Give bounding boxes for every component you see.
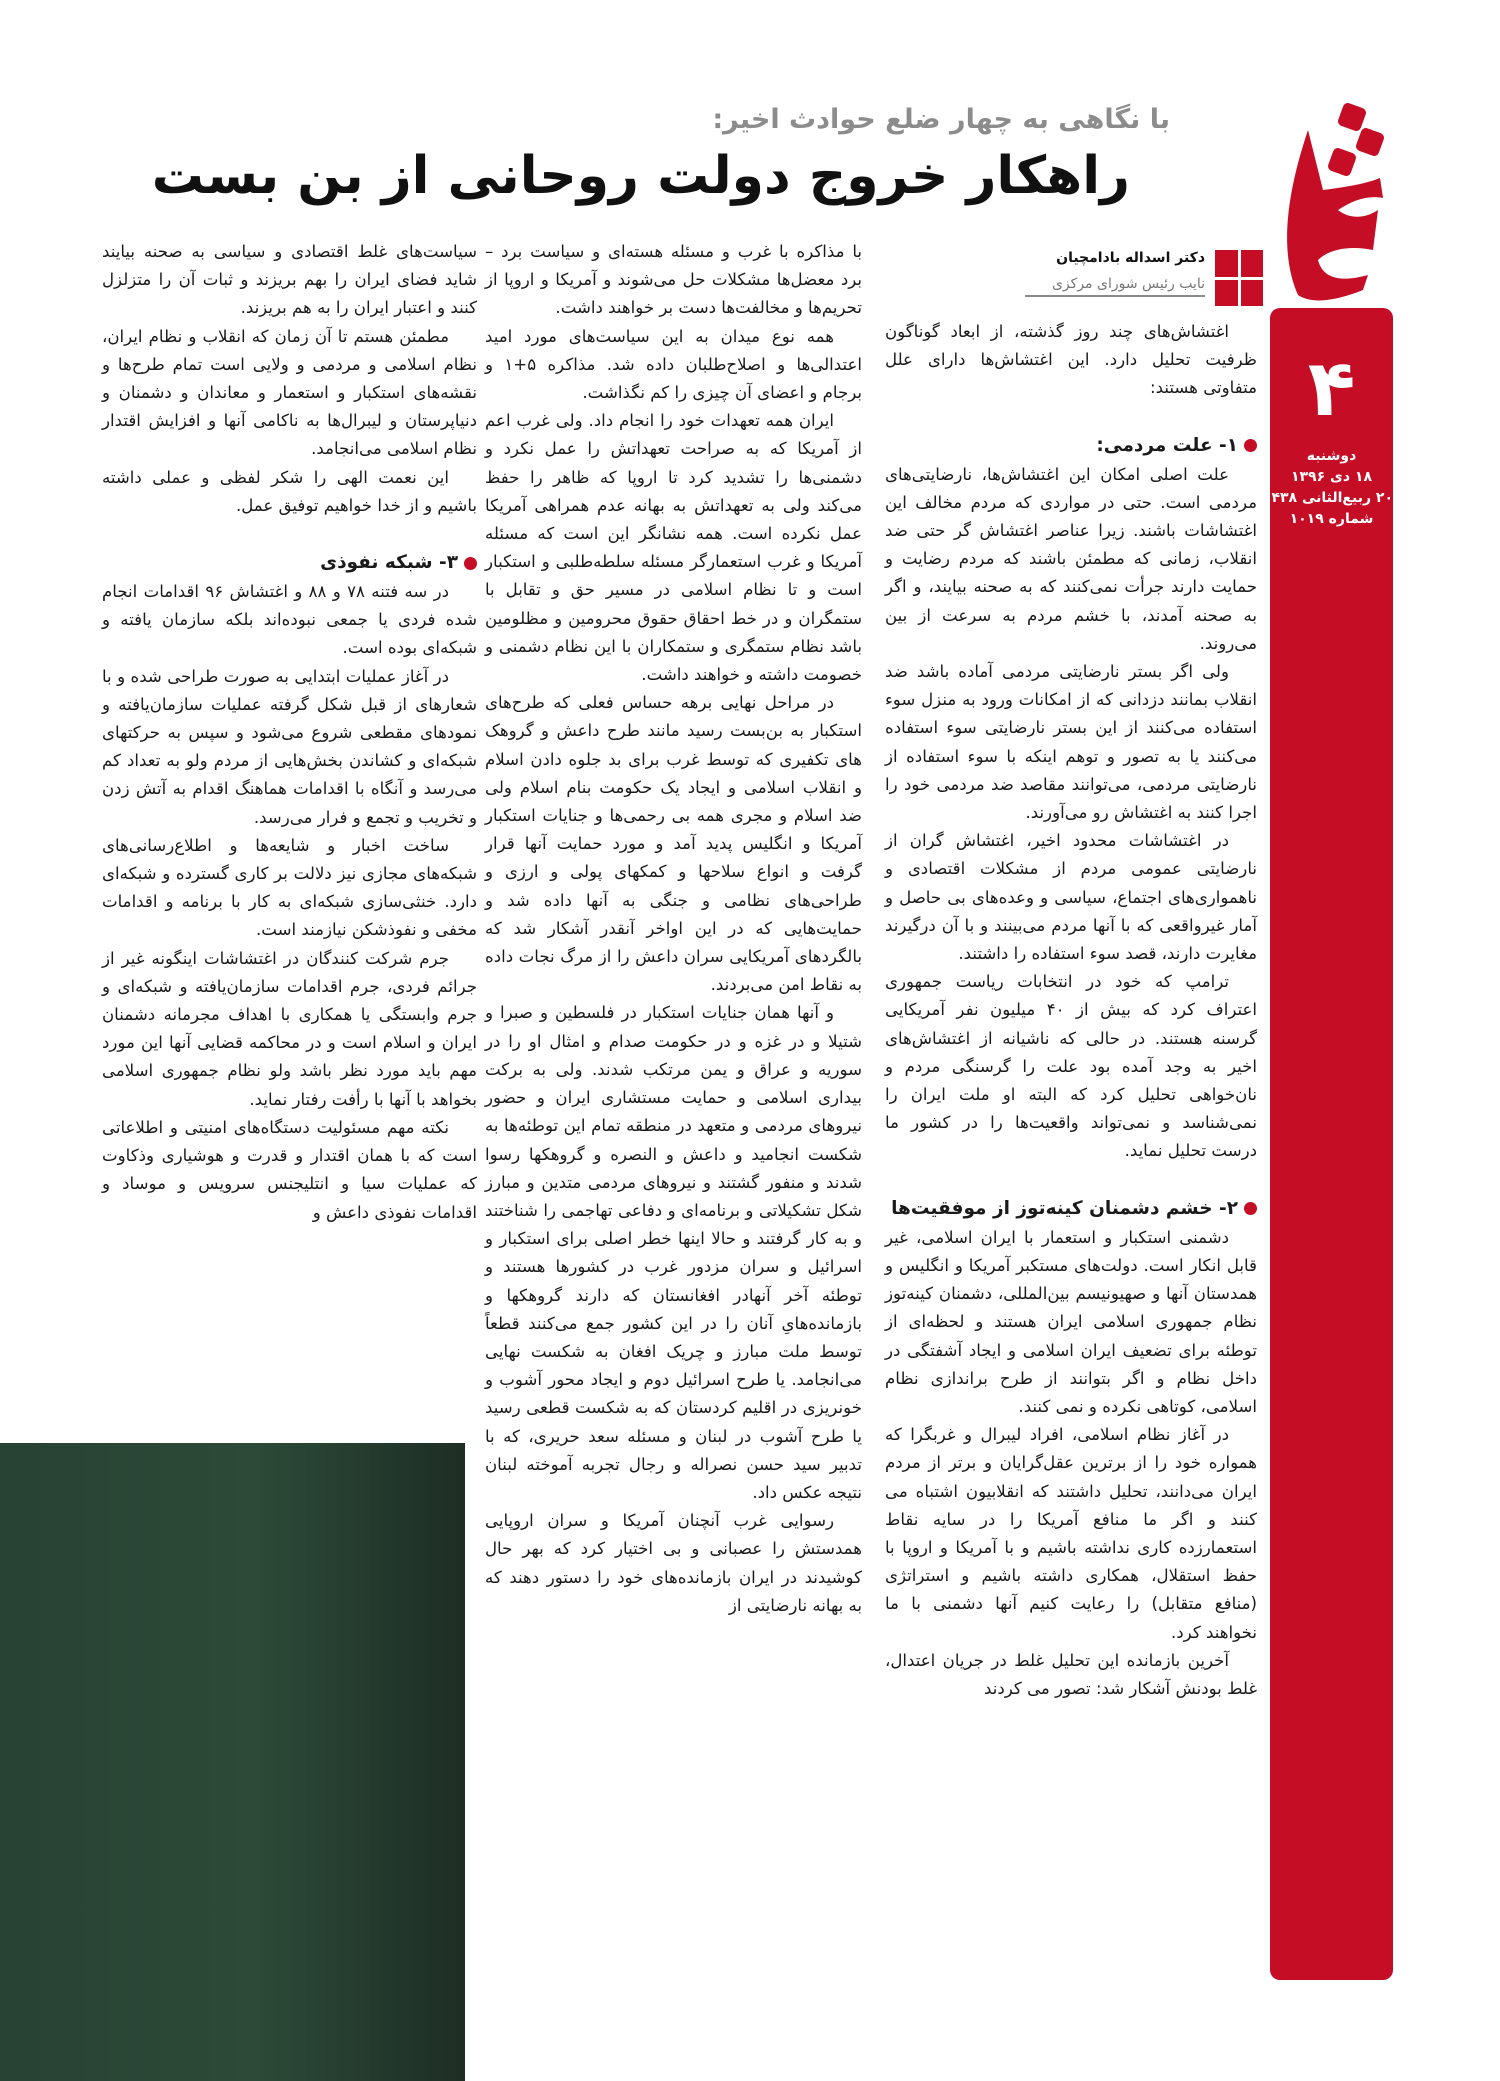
paragraph: ترامپ که خود در انتخابات ریاست جمهوری اعتراف کرد که بیش از ۴۰ میلیون نفر آمریکایی گرسنه هستند. در حالی که ناشیانه از اغتشاش‌های اخیر به وجد آمده بود علت را گرسنگی مردم و نان‌خواهی تحلیل کرد که البته او ملت ایران را نمی‌شناسد و نمی‌تواند واقعیت‌ها را در کشور ما درست تحلیل نماید. xyxy=(885,972,1257,1161)
paragraph: ایران همه تعهدات خود را انجام داد. ولی غرب اعم از آمریکا که به صراحت تعهداتش را عمل نکرد و دشمنی‌ها را تشدید کرد تا اروپا که ظاهر را حفظ می‌کند ولی به تعهداتش به بهانه عدم همراهی آمریکا عمل نکرده است. همه نشانگر این است که مسئله آمریکا و غرب استعمارگر مسئله سلطه‌طلبی و استکبار است و تا نظام اسلامی در مسیر حق و تقابل با ستمگران و در خط احقاق حقوق محرومین و مظلومین باشد نظام ستمگری و ستمکاران با این نظام دشمنی و خصومت داشته و خواهند داشت. xyxy=(485,411,862,685)
paragraph: نکته مهم مسئولیت دستگاه‌های امنیتی و اطلاعاتی است که با همان اقتدار و قدرت و هوشیاری وذکاوت که عملیات سیا و انتلیجنس سرویس و موساد و اقدامات نفوذی داعش و xyxy=(102,1117,477,1222)
section-heading-2: ۲- خشم دشمنان کینه‌توز از موفقیت‌ها xyxy=(885,1194,1257,1224)
author-role: نایب رئیس شورای مرکزی xyxy=(1025,276,1205,297)
paragraph: مطمئن هستم تا آن زمان که انقلاب و نظام ایران، نظام اسلامی و مردمی و ولایی است تمام طرح‌ها و نقشه‌های استکبار و استعمار و معاندان و دشمنان و دنیاپرستان و لیبرال‌ها به ناکامی آنها و افزایش اقتدار نظام اسلامی می‌انجامد. xyxy=(102,326,477,459)
weekday: دوشنبه xyxy=(1306,448,1357,464)
article-headline: راهکار خروج دولت روحانی از بن بست xyxy=(151,146,1130,206)
paragraph: در آغاز نظام اسلامی، افراد لیبرال و غربگرا که همواره خود را از برترین عقل‌گرایان و برتر از مردم ایران می‌دانند، تحلیل داشتند که انقلابیون اشتباه می کنند و اگر ما منافع آمریکا را در سایه نقاط استعمارزده کاری نداشته باشیم و با آمریکا و اروپا با حفظ استقلال، همکاری داشته باشیم و استراتژی (منافع متقابل) را رعایت کنیم آنها دشمنی با ما نخواهند کرد. xyxy=(885,1425,1257,1642)
paragraph: علت اصلی امکان این اغتشاش‌ها، نارضایتی‌های مردمی است. حتی در مواردی که مردم مخالف این اغتشاشات باشند. زیرا عناصر اغتشاش گر حتی ضد انقلاب، زمانی که مطمئن باشند که مردم رضایت و حمایت دارند جرأت نمی‌کنند که به صحنه بیایند، و اگر به صحنه آمدند، با خشم مردم به سرعت از بین می‌روند. xyxy=(885,464,1257,653)
green-image-block xyxy=(0,1443,465,2081)
paragraph: همه نوع میدان به این سیاست‌های مورد امید اعتدالی‌ها و اصلاح‌طلبان داده شد. مذاکره ۵+۱ و برجام و اعضای آن چیزی را کم نگذاشت. xyxy=(485,326,862,403)
paragraph: در اغتشاشات محدود اخیر، اغتشاش گران از نارضایتی عمومی مردم از مشکلات اقتصادی و ناهمواری‌های اجتماع، سیاسی و وعده‌های بی حاصل و آمار غیرواقعی که با آنها مردم می‌بینند و با آن درگیرند مغایرت دارند، قصد سوء استفاده را داشتند. xyxy=(885,831,1257,964)
paragraph: این نعمت الهی را شکر لفظی و عملی داشته باشیم و از خدا خواهیم توفیق عمل. xyxy=(102,467,477,515)
paragraph: جرم شرکت کنندگان در اغتشاشات اینگونه غیر از جرائم فردی، جرم اقدامات سازمان‌یافته و شبکه‌ای و جرم وابستگی یا همکاری با اهداف مجرمانه دشمنان ایران و اسلام است و در محاکمه قضایی آنها این مورد مهم باید مورد نظر باشد ولو نظام جمهوری اسلامی بخواهد با آنها با رأفت رفتار نماید. xyxy=(102,948,477,1109)
page-info-bar xyxy=(1262,308,1393,1980)
paragraph: آخرین بازمانده این تحلیل غلط در جریان اعتدال، غلط بودنش آشکار شد: تصور می کردند xyxy=(885,1650,1257,1698)
author-byline xyxy=(1003,250,1263,306)
intro-paragraph: اغتشاش‌های چند روز گذشته، از ابعاد گوناگون ظرفیت تحلیل دارد. این اغتشاش‌ها دارای علل متفاوتی هستند: xyxy=(885,322,1257,398)
issue-info xyxy=(1262,446,1393,530)
date-solar: ۱۸ دی ۱۳۹۶ xyxy=(1290,469,1373,485)
paragraph: در سه فتنه ۷۸ و ۸۸ و اغتشاش ۹۶ اقدامات انجام شده فردی یا جمعی نبوده‌اند بلکه سازمان یافته و شبکه‌ای بوده است. xyxy=(102,582,477,658)
bullet-dot-icon xyxy=(464,557,477,570)
newspaper-logo xyxy=(1268,100,1388,305)
paragraph: سیاست‌های غلط اقتصادی و سیاسی به صحنه بیایند شاید فضای ایران را بهم بریزند و ثبات آن را متزلزل کنند و اعتبار ایران را به هم بریزند. xyxy=(102,242,477,318)
article-column-middle xyxy=(485,238,862,1620)
issue-number: شماره ۱۰۱۹ xyxy=(1289,511,1374,527)
bullet-dot-icon xyxy=(1244,1202,1257,1215)
article-kicker: با نگاهی به چهار ضلع حوادث اخیر: xyxy=(712,104,1170,135)
paragraph: در مراحل نهایی برهه حساس فعلی که طرح‌های استکبار به بن‌بست رسید مانند طرح داعش و گروهک های تکفیری که توسط غرب برای بد جلوه دادن اسلام و انقلاب اسلامی و ایجاد یک حکومت بنام اسلام ولی ضد اسلام و مجری همه بی رحمی‌ها و جنایات استکبار آمریکا و انگلیس پدید آمد و مورد حمایت آنها قرار گرفت و انواع سلاحها و کمکهای پولی و ارزی و طراحی‌های نظامی و جنگی به آنها داده شد و حمایت‌هایی که در این اواخر آنقدر آشکار شد که بالگردهای آمریکایی سران داعش را از مرگ نجات داده به نقاط امن می‌بردند. xyxy=(485,693,862,995)
paragraph: و آنها همان جنایات استکبار در فلسطین و صبرا و شتیلا و در غزه و در حکومت صدام و امثال او را در سوریه و عراق و یمن مرتکب شدند. ولی به برکت بیداری اسلامی و حمایت مستشاری ایران و حضور نیروهای مردمی و متعهد در منطقه تمام این توطئه‌ها به شکست انجامید و داعش و النصره و گروهکها رسوا شدند و منفور گشتند و نیروهای مردمی متدین و مبارز شکل تشکیلاتی و برنامه‌ای و دفاعی تهاجمی را شناختند و به کار گرفتند و حالا اینها خطر اصلی برای استکبار و اسرائیل و سران مزدور غرب در کشورها هستند و توطئه آخر آنهادر افغانستان که دارند گروهکها و بازمانده‌هایِ آنان را در این کشور جمع می‌کنند قطعاً توسط ملت مبارز و چریک افغان به شکست نهایی می‌انجامد. یا طرح اسرائیل دوم و ایجاد محور آشوب و خونریزی در اقلیم کردستان که به شکست قطعی رسید یا طرح آشوب در لبنان و مسئله سعد حریری، که با تدبیر سید حسن نصراله و رجال تجربه آموخته لبنان نتیجه عکس داد. xyxy=(485,1003,862,1502)
paragraph: با مذاکره با غرب و مسئله هسته‌ای و سیاست برد – برد معضل‌ها مشکلات حل می‌شوند و آمریکا و اروپا از تحریم‌ها و مخالفت‌ها دست بر خواهند داشت. xyxy=(485,242,862,318)
section-heading-1: ۱- علت مردمی: xyxy=(885,431,1257,461)
bullet-dot-icon xyxy=(1244,439,1257,452)
paragraph: دشمنی استکبار و استعمار با ایران اسلامی، غیر قابل انکار است. دولت‌های مستکبر آمریکا و انگلیس و همدستان آنها و صهیونیسم بین‌المللی، دشمنان کینه‌توز نظام جمهوری اسلامی ایران هستند و لحظه‌ای از توطئه برای تضعیف ایران اسلامی و ایجاد آشفتگی در داخل نظام و اگر بتوانند از طرح براندازی نظام اسلامی، کوتاهی نکرده و نمی کنند. xyxy=(885,1227,1257,1416)
paragraph: ساخت اخبار و شایعه‌ها و اطلاع‌رسانی‌های شبکه‌های مجازی نیز دلالت بر کاری گسترده و شبکه‌ای دارد. خنثی‌سازی شبکه‌ای به کار با برنامه و اقدامات مخفی و نفوذشکن نیازمند است. xyxy=(102,835,477,940)
paragraph: ولی اگر بستر نارضایتی مردمی آماده باشد ضد انقلاب بمانند دزدانی که از امکانات ورود به منزل سوء استفاده می‌کنند از این بستر نارضایتی سوء استفاده می‌کنند یا به تصور و توهم اینکه با سوء استفاده از نارضایتی مردمی، می‌توانند مقاصد ضد مردمی خود را اجرا کنند به اغتشاش رو می‌آورند. xyxy=(885,662,1257,823)
date-lunar: ۲۰ ربیع‌الثانی ۱۴۳۸ xyxy=(1262,490,1393,506)
page-number: ۴ xyxy=(1307,344,1356,434)
author-name: دکتر اسداله بادامچیان xyxy=(1056,250,1205,266)
paragraph: در آغاز عملیات ابتدایی به صورت طراحی شده و با شعارهای از قبل شکل گرفته عملیات سازمان‌یافته و نمودهای مقطعی شروع می‌شود و سپس به حرکتهای شبکه‌ای و کشاندن بخش‌هایی از مردم ولو به تعداد کم می‌رسد و آنگاه با اقدامات هماهنگ اقدام به آتش زدن و تخریب و تجمع و فرار می‌رسد. xyxy=(102,666,477,827)
section-heading-3: ۳- شبکه نفوذی xyxy=(102,548,477,578)
paragraph: رسوایی غرب آنچنان آمریکا و سران اروپایی همدستش را عصبانی و بی اختیار کرد که بهر حال کوشیدند در ایران بازمانده‌های خود را دستور دهند که به بهانه نارضایتی از xyxy=(485,1511,862,1615)
article-column-right xyxy=(885,318,1257,1703)
window-grid-icon xyxy=(1215,250,1263,306)
shoma-logo-icon xyxy=(1268,100,1388,305)
article-column-left xyxy=(102,238,477,1227)
